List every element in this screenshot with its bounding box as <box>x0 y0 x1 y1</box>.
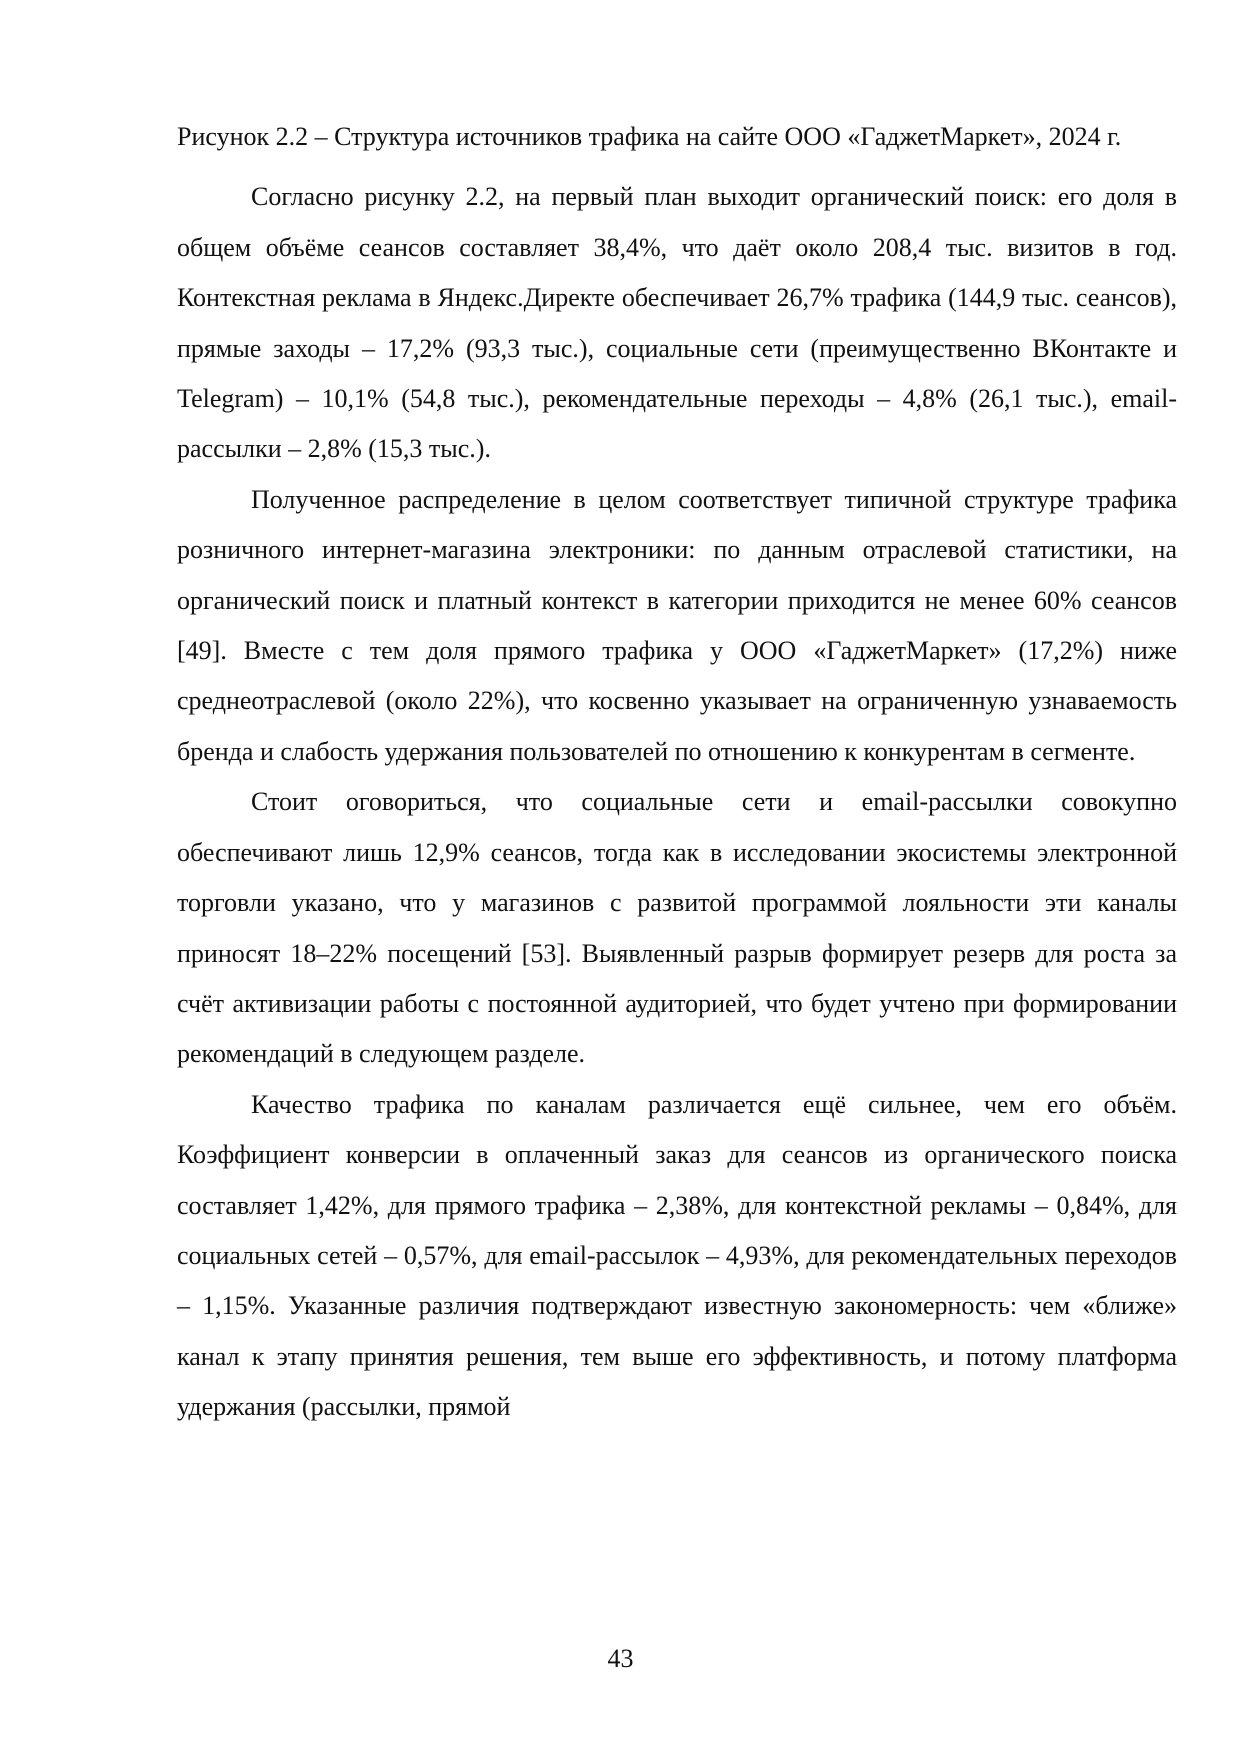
paragraph-distribution-analysis: Полученное распределение в целом соответствует типичной структуре трафика розничного интернет-магазина электроники: по данным отраслевой статистики, на органический поиск и платный контекст в категории приходится не менее 60% сеансов [49]. Вместе с тем доля прямого трафика у ООО «ГаджетМаркет» (17,2%) ниже среднеотраслевой (около 22%), что косвенно указывает на ограниченную узнаваемость бренда и слабость удержания пользователей по отношению к конкурентам в сегменте. <box>177 484 1177 766</box>
paragraph-traffic-structure: Согласно рисунку 2.2, на первый план выходит органический поиск: его доля в общем объёме сеансов составляет 38,4%, что даёт около 208,4 тыс. визитов в год. Контекстная реклама в Яндекс.Директе обеспечивает 26,7% трафика (144,9 тыс. сеансов), прямые заходы – 17,2% (93,3 тыс.), социальные сети (преимущественно ВКонтакте и Telegram) – 10,1% (54,8 тыс.), рекомендательные переходы – 4,8% (26,1 тыс.), email-рассылки – 2,8% (15,3 тыс.). <box>177 182 1177 464</box>
paragraph-conversion-quality: Качество трафика по каналам различается ещё сильнее, чем его объём. Коэффициент конверсии в оплаченный заказ для сеансов из органического поиска составляет 1,42%, для прямого трафика – 2,38%, для контекстной рекламы – 0,84%, для социальных сетей – 0,57%, для email-рассылок – 4,93%, для рекомендательных переходов – 1,15%. Указанные различия подтверждают известную закономерность: чем «ближе» канал к этапу принятия решения, тем выше его эффективность, и потому платформа удержания (рассылки, прямой <box>177 1089 1177 1422</box>
figure-caption: Рисунок 2.2 – Структура источников трафика на сайте ООО «ГаджетМаркет», 2024 г. <box>177 122 1122 151</box>
paragraph-social-email-gap: Стоит оговориться, что социальные сети и email-рассылки совокупно обеспечивают лишь 12,9% сеансов, тогда как в исследовании экосистемы электронной торговли указано, что у магазинов с развитой программой лояльности эти каналы приносят 18–22% посещений [53]. Выявленный разрыв формирует резерв для роста за счёт активизации работы с постоянной аудиторией, что будет учтено при формировании рекомендаций в следующем разделе. <box>177 787 1177 1069</box>
page-content <box>177 112 1177 1433</box>
page-number: 43 <box>607 1644 634 1673</box>
